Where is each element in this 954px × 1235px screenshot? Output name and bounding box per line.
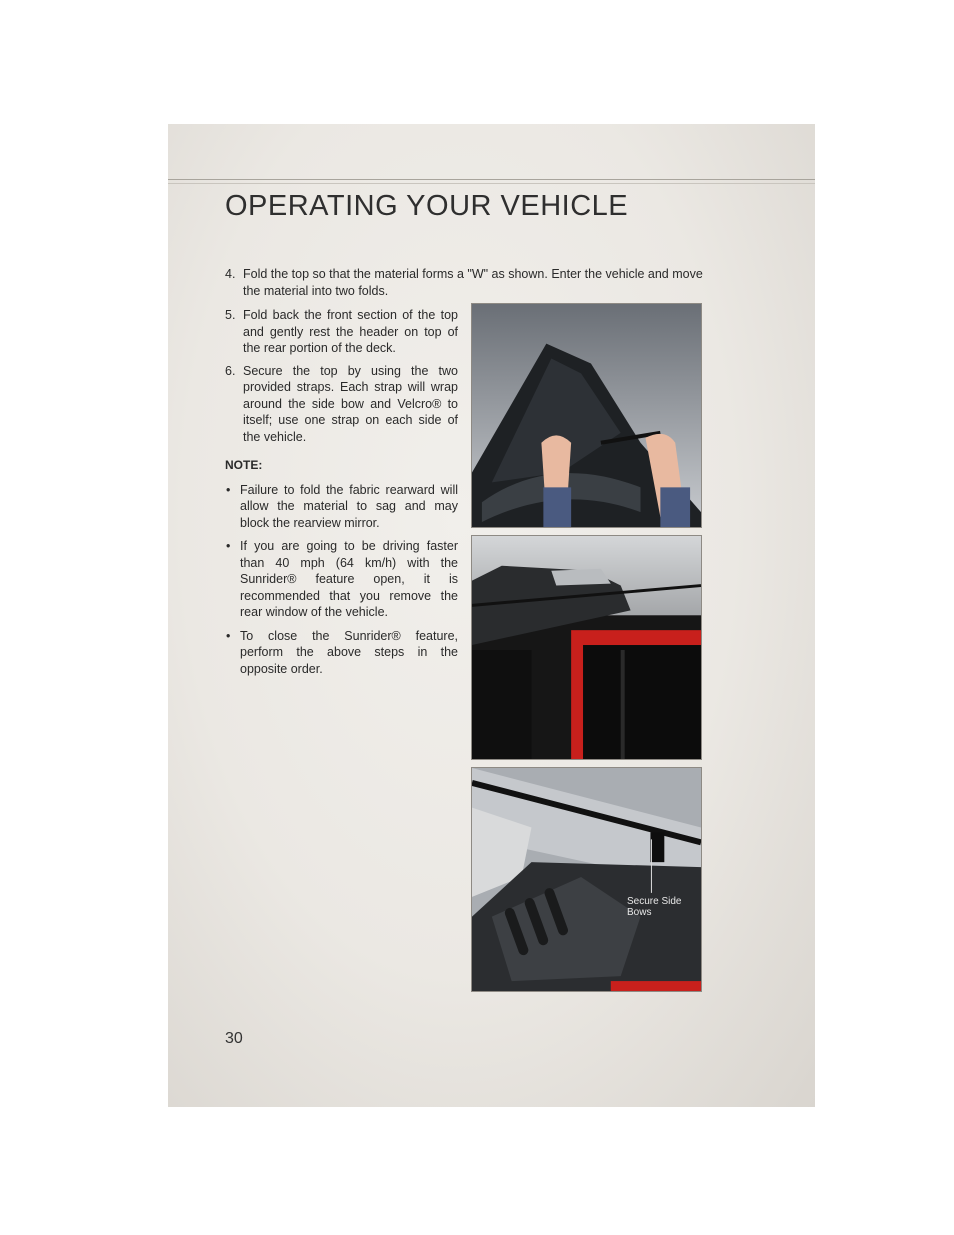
step-text: Fold back the front section of the top and gently rest the header on top of the rear portion of the deck. [243, 308, 458, 355]
photo-folded-top-illustration [472, 536, 701, 759]
bullet-text: To close the Sunrider® feature, perform the above steps in the opposite order. [240, 628, 458, 676]
photo-fold-top [471, 303, 702, 528]
step-text: Fold the top so that the material forms a "W" as shown. Enter the vehicle and move the material into two folds. [243, 267, 703, 298]
callout-line: Bows [627, 907, 652, 918]
photo-fold-top-illustration [472, 304, 701, 527]
bullet-icon: • [226, 539, 231, 553]
step-number: 4. [225, 267, 236, 281]
bullet-text: Failure to fold the fabric rearward will allow the material to sag and may block the rearview mirror. [240, 482, 458, 530]
callout-line: Secure Side [627, 896, 682, 907]
bullet-icon: • [226, 482, 231, 497]
header-rule [168, 179, 815, 180]
step-text: Secure the top by using the two provided straps. Each strap will wrap around the side bow and Velcro® to itself; use one strap on each side of the vehicle. [243, 363, 458, 444]
callout-label [627, 896, 681, 918]
note-bullet [225, 538, 458, 621]
note-label: NOTE: [225, 458, 263, 472]
page-title: OPERATING YOUR VEHICLE [225, 190, 629, 222]
manual-page [168, 124, 815, 1107]
step-5 [225, 307, 458, 357]
bullet-icon: • [226, 628, 231, 643]
step-6 [225, 363, 458, 446]
instructions-column [225, 307, 458, 684]
header-rule-secondary [168, 183, 815, 184]
bullet-text: If you are going to be driving faster than 40 mph (64 km/h) with the Sunrider® feature open, it is recommended that you remove the rear window of the vehicle. [240, 539, 458, 619]
note-bullet [225, 482, 458, 532]
step-number: 5. [225, 308, 236, 322]
step-number: 6. [225, 363, 236, 378]
page-number: 30 [225, 1030, 243, 1047]
step-4 [225, 266, 703, 300]
photo-folded-top [471, 535, 702, 760]
photo-side-bows-illustration [472, 768, 701, 991]
note-bullet [225, 628, 458, 678]
photo-secure-side-bows [471, 767, 702, 992]
